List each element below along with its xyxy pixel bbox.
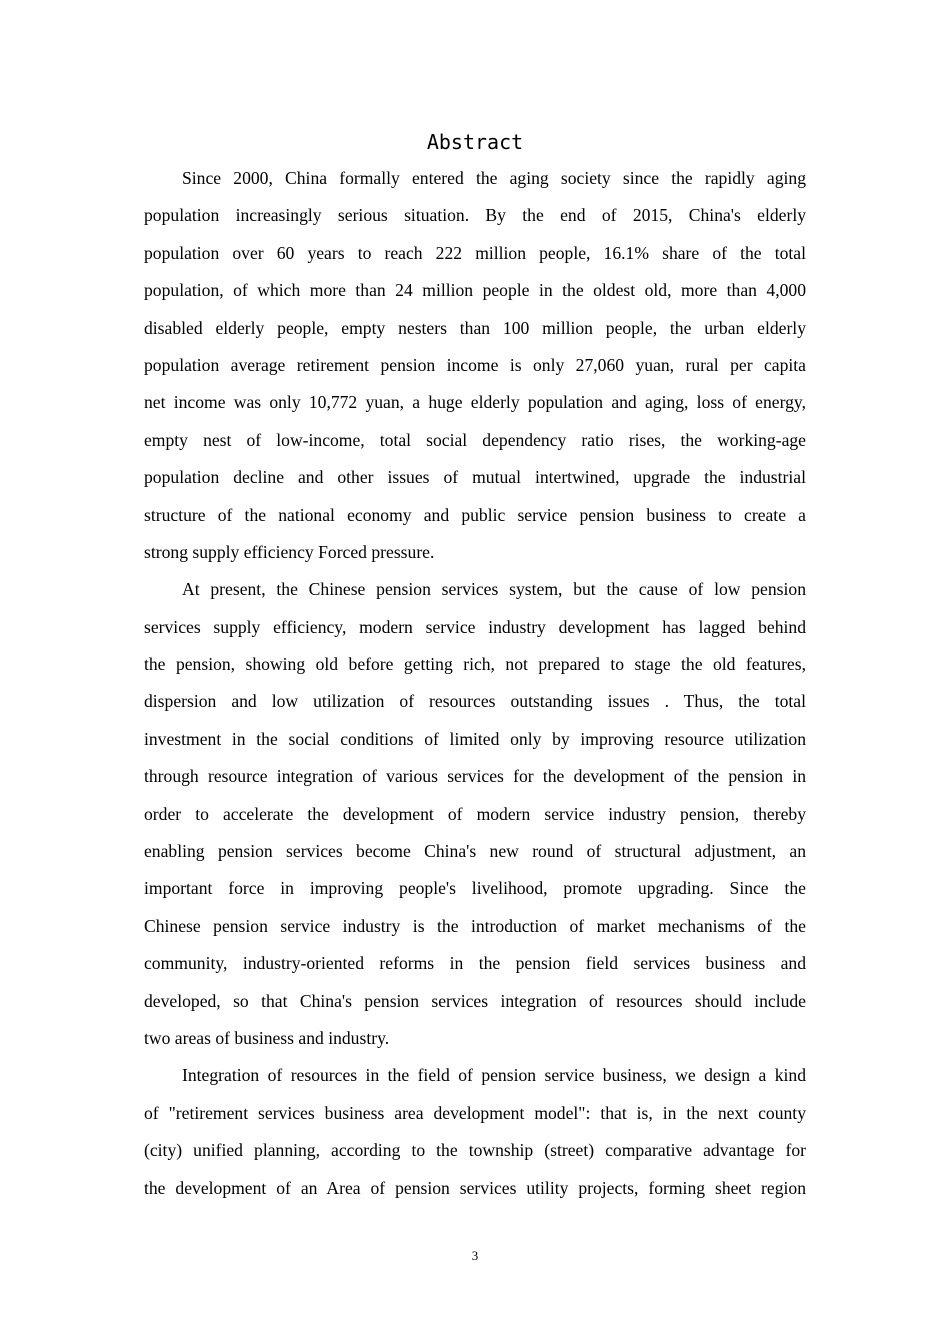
- text-line: net income was only 10,772 yuan, a huge elderly population and aging, loss of energy,: [144, 392, 806, 413]
- text-line: investment in the social conditions of limited only by improving resource utilization: [144, 728, 806, 749]
- text-line: developed, so that China's pension services integration of resources should include: [144, 990, 806, 1011]
- text-line: Chinese pension service industry is the introduction of market mechanisms of the: [144, 915, 806, 936]
- paragraph: [144, 1057, 806, 1207]
- text-line: services supply efficiency, modern service industry development has lagged behind: [144, 616, 806, 637]
- text-line: (city) unified planning, according to the township (street) comparative advantage for: [144, 1140, 806, 1161]
- text-line: enabling pension services become China's new round of structural adjustment, an: [144, 841, 806, 862]
- abstract-heading: Abstract: [426, 130, 524, 154]
- page-number: 3: [471, 1248, 479, 1263]
- text-line: empty nest of low-income, total social dependency ratio rises, the working-age: [144, 429, 806, 450]
- text-line: two areas of business and industry.: [144, 1027, 390, 1048]
- text-line: At present, the Chinese pension services system, but the cause of low pension: [182, 579, 806, 600]
- text-line: population average retirement pension income is only 27,060 yuan, rural per capita: [144, 354, 806, 375]
- text-line: the pension, showing old before getting rich, not prepared to stage the old features,: [144, 654, 806, 675]
- text-line: important force in improving people's livelihood, promote upgrading. Since the: [144, 878, 806, 899]
- text-line: the development of an Area of pension services utility projects, forming sheet region: [144, 1177, 806, 1198]
- text-line: of "retirement services business area development model": that is, in the next county: [144, 1102, 806, 1123]
- paragraph: [144, 571, 806, 1057]
- text-line: structure of the national economy and public service pension business to create a: [144, 504, 806, 525]
- text-line: disabled elderly people, empty nesters than 100 million people, the urban elderly: [144, 317, 806, 338]
- text-line: order to accelerate the development of modern service industry pension, thereby: [144, 803, 806, 824]
- text-line: community, industry-oriented reforms in the pension field services business and: [144, 953, 806, 974]
- text-line: population decline and other issues of mutual intertwined, upgrade the industrial: [144, 467, 806, 488]
- text-line: population over 60 years to reach 222 million people, 16.1% share of the total: [144, 242, 806, 263]
- text-line: population, of which more than 24 million people in the oldest old, more than 4,000: [144, 280, 806, 301]
- text-line: dispersion and low utilization of resources outstanding issues . Thus, the total: [144, 691, 806, 712]
- text-line: strong supply efficiency Forced pressure.: [144, 541, 435, 562]
- text-line: Integration of resources in the field of pension service business, we design a kind: [182, 1065, 806, 1086]
- paragraph: [144, 160, 806, 571]
- abstract-body: [144, 160, 806, 1207]
- text-line: through resource integration of various services for the development of the pension in: [144, 766, 806, 787]
- text-line: population increasingly serious situation. By the end of 2015, China's elderly: [144, 205, 806, 226]
- text-line: Since 2000, China formally entered the aging society since the rapidly aging: [182, 168, 806, 188]
